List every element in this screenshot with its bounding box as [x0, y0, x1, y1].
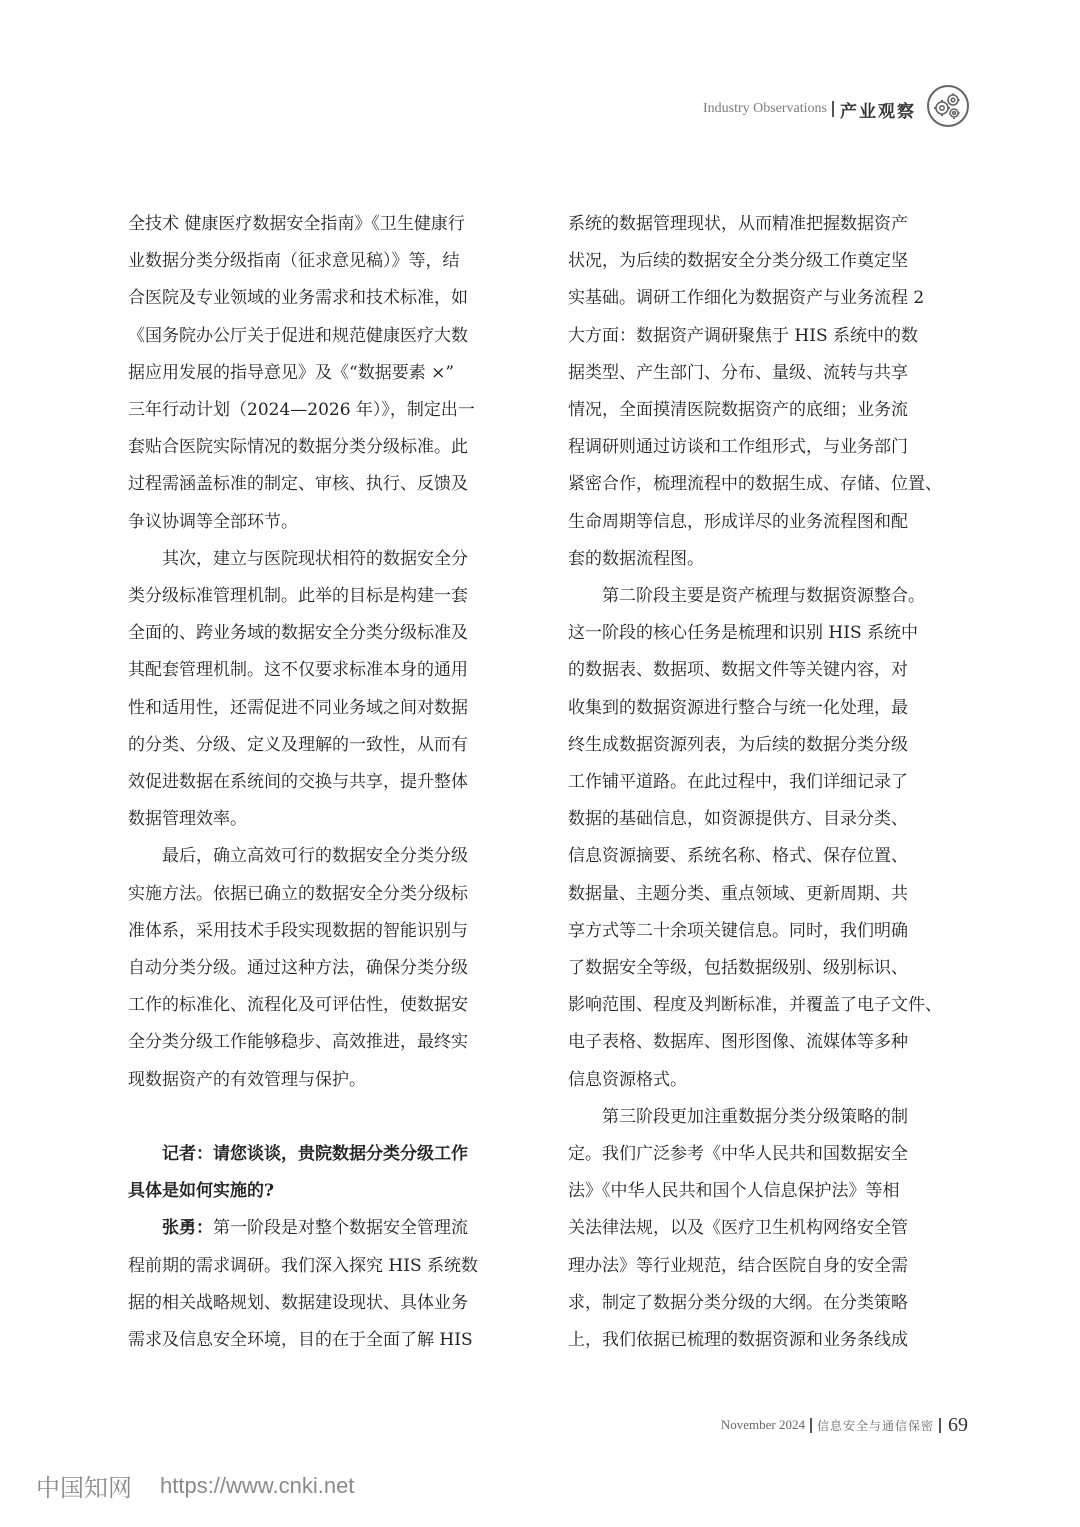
speaker-name: 张勇： — [162, 1218, 213, 1239]
text-line: 实基础。调研工作细化为数据资产与业务流程 2 — [568, 288, 925, 309]
text-line: 第二阶段主要是资产梳理与数据资源整合。 — [602, 586, 925, 607]
paragraph-gap — [128, 1099, 528, 1136]
text-line: 工作铺平道路。在此过程中，我们详细记录了 — [568, 772, 908, 793]
text-line: 大方面：数据资产调研聚焦于 HIS 系统中的数 — [568, 325, 918, 346]
page-number: 69 — [948, 1413, 968, 1436]
watermark-url: https://www.cnki.net — [160, 1472, 355, 1498]
text-line: 实施方法。依据已确立的数据安全分类分级标 — [128, 883, 468, 904]
interview-question: 记者：请您谈谈，贵院数据分类分级工作 — [162, 1144, 468, 1165]
text-line: 工作的标准化、流程化及可评估性，使数据安 — [128, 995, 468, 1016]
left-column — [128, 206, 528, 1359]
footer-divider — [939, 1418, 941, 1433]
text-line: 法》《中华人民共和国个人信息保护法》等相 — [568, 1181, 900, 1202]
text-line: 过程需涵盖标准的制定、审核、执行、反馈及 — [128, 474, 468, 495]
text-line: 状况，为后续的数据安全分类分级工作奠定坚 — [568, 251, 908, 272]
journal-name: 信息安全与通信保密 — [816, 1418, 934, 1433]
text-line: 数据的基础信息，如资源提供方、目录分类、 — [568, 809, 908, 830]
text-line: 全技术 健康医疗数据安全指南》《卫生健康行 — [128, 214, 465, 234]
text-line: 自动分类分级。通过这种方法，确保分类分级 — [128, 958, 468, 979]
text-line: 最后，确立高效可行的数据安全分类分级 — [162, 846, 468, 867]
text-line: 全面的、跨业务域的数据安全分类分级标准及 — [128, 623, 468, 644]
text-line: 全分类分级工作能够稳步、高效推进，最终实 — [128, 1032, 468, 1053]
text-line: 这一阶段的核心任务是梳理和识别 HIS 系统中 — [568, 623, 918, 644]
right-column — [568, 206, 968, 1359]
interview-answer-first-line — [128, 1210, 528, 1247]
text-line: 程调研则通过访谈和工作组形式，与业务部门 — [568, 437, 908, 458]
text-line: 效促进数据在系统间的交换与共享，提升整体 — [128, 772, 468, 793]
text-line: 电子表格、数据库、图形图像、流媒体等多种 — [568, 1032, 908, 1053]
issue-date: November 2024 — [720, 1417, 805, 1432]
text-line: 数据量、主题分类、重点领域、更新周期、共 — [568, 883, 908, 904]
cnki-watermark — [36, 1468, 354, 1503]
watermark-site-name: 中国知网 — [36, 1474, 132, 1502]
text-line: 其次，建立与医院现状相符的数据安全分 — [162, 548, 468, 569]
text-line: 了数据安全等级，包括数据级别、级别标识、 — [568, 958, 908, 979]
text-line: 据类型、产生部门、分布、量级、流转与共享 — [568, 362, 908, 383]
gears-icon — [926, 84, 970, 128]
text-line: 的分类、分级、定义及理解的一致性，从而有 — [128, 734, 468, 755]
text-line: 套的数据流程图。 — [568, 548, 704, 569]
text-line: 需求及信息安全环境，目的在于全面了解 HIS — [128, 1330, 473, 1351]
text-line: 收集到的数据资源进行整合与统一化处理，最 — [568, 697, 908, 718]
footer-divider — [810, 1418, 812, 1433]
section-title-zh: 产业观察 — [840, 101, 916, 122]
section-title-en: Industry Observations — [702, 101, 827, 116]
text-line: 其配套管理机制。这不仅要求标准本身的通用 — [128, 660, 468, 681]
header-divider — [832, 101, 834, 117]
text-line: 上，我们依据已梳理的数据资源和业务条线成 — [568, 1330, 908, 1351]
text-line: 第三阶段更加注重数据分类分级策略的制 — [602, 1106, 908, 1127]
text-line: 准体系，采用技术手段实现数据的智能识别与 — [128, 920, 468, 941]
text-line: 紧密合作，梳理流程中的数据生成、存储、位置、 — [568, 474, 942, 495]
text-line: 三年行动计划（2024—2026 年）》，制定出一 — [128, 400, 475, 421]
text-line: 信息资源摘要、系统名称、格式、保存位置、 — [568, 846, 908, 867]
text-line: 求，制定了数据分类分级的大纲。在分类策略 — [568, 1292, 908, 1313]
text-line: 类分级标准管理机制。此举的目标是构建一套 — [128, 586, 468, 607]
text-line: 数据管理效率。 — [128, 809, 247, 830]
text-line: 性和适用性，还需促进不同业务域之间对数据 — [128, 697, 468, 718]
text-line: 现数据资产的有效管理与保护。 — [128, 1069, 366, 1090]
text-line: 理办法》等行业规范，结合医院自身的安全需 — [568, 1255, 908, 1276]
page-footer — [721, 1412, 968, 1438]
text-line: 享方式等二十余项关键信息。同时，我们明确 — [568, 920, 908, 941]
text-line: 生命周期等信息，形成详尽的业务流程图和配 — [568, 511, 908, 532]
text-line: 情况，全面摸清医院数据资产的底细；业务流 — [568, 400, 908, 421]
text-line: 程前期的需求调研。我们深入探究 HIS 系统数 — [128, 1255, 478, 1276]
text-line: 《国务院办公厅关于促进和规范健康医疗大数 — [128, 325, 468, 346]
text-line: 信息资源格式。 — [568, 1069, 687, 1090]
text-line: 第一阶段是对整个数据安全管理流 — [213, 1218, 468, 1239]
text-line: 影响范围、程度及判断标准，并覆盖了电子文件、 — [568, 995, 942, 1016]
interview-question: 具体是如何实施的? — [128, 1181, 274, 1202]
text-line: 合医院及专业领域的业务需求和技术标准，如 — [128, 288, 468, 309]
text-line: 据的相关战略规划、数据建设现状、具体业务 — [128, 1292, 468, 1313]
text-line: 争议协调等全部环节。 — [128, 511, 298, 532]
text-line: 的数据表、数据项、数据文件等关键内容，对 — [568, 660, 908, 681]
text-line: 据应用发展的指导意见》及《“数据要素 ×” — [128, 362, 455, 383]
text-line: 系统的数据管理现状，从而精准把握数据资产 — [568, 214, 908, 234]
text-line: 终生成数据资源列表，为后续的数据分类分级 — [568, 734, 908, 755]
text-line: 定。我们广泛参考《中华人民共和国数据安全 — [568, 1144, 908, 1165]
text-line: 关法律法规，以及《医疗卫生机构网络安全管 — [568, 1218, 908, 1239]
text-line: 业数据分类分级指南（征求意见稿）》等，结 — [128, 251, 460, 272]
text-line: 套贴合医院实际情况的数据分类分级标准。此 — [128, 437, 468, 458]
